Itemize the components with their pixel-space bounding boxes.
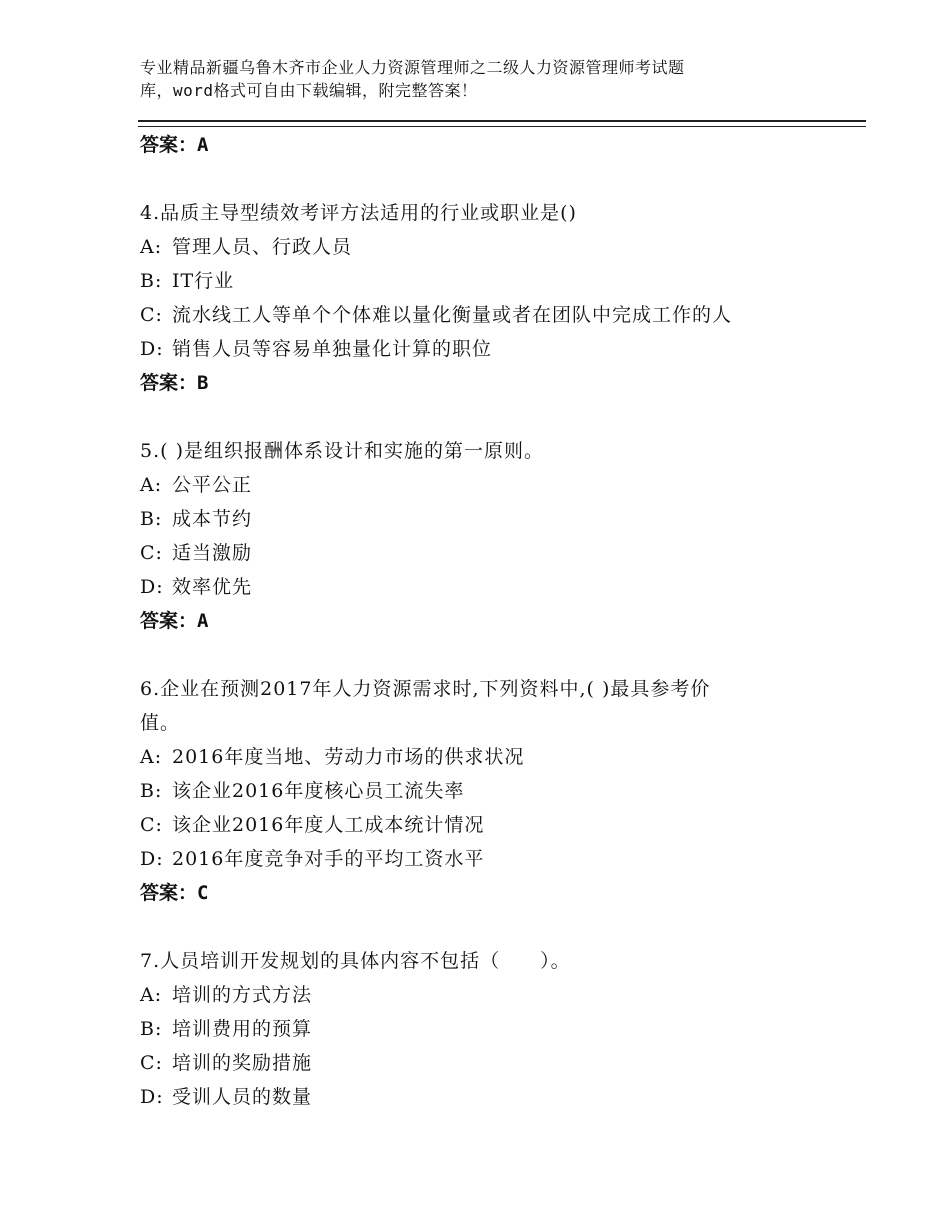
option-text: 培训费用的预算 xyxy=(172,1018,313,1040)
option-letter: D: xyxy=(140,338,164,360)
option-text: 销售人员等容易单独量化计算的职位 xyxy=(172,338,493,360)
option-letter: C: xyxy=(140,1052,163,1074)
question-block xyxy=(140,434,840,638)
question-list xyxy=(140,128,840,1114)
option-letter: A: xyxy=(140,474,163,496)
answer-value: B xyxy=(197,372,209,394)
document-header xyxy=(140,56,840,102)
question-block xyxy=(140,944,840,1114)
option-d xyxy=(140,332,840,366)
answer-label: 答案： xyxy=(140,134,198,156)
option-text: 培训的奖励措施 xyxy=(172,1052,313,1074)
option-text: 2016年度当地、劳动力市场的供求状况 xyxy=(172,746,525,768)
option-text: 适当激励 xyxy=(172,542,253,564)
option-d xyxy=(140,1080,840,1114)
answer-value: A xyxy=(197,610,209,632)
answer-label: 答案： xyxy=(140,610,198,632)
option-text: IT行业 xyxy=(172,270,235,292)
option-letter: A: xyxy=(140,984,163,1006)
option-letter: C: xyxy=(140,814,163,836)
question-stem: 4.品质主导型绩效考评方法适用的行业或职业是() xyxy=(140,202,577,224)
option-letter: D: xyxy=(140,848,164,870)
answer-value: A xyxy=(197,134,209,156)
option-text: 管理人员、行政人员 xyxy=(172,236,353,258)
answer-label: 答案： xyxy=(140,882,198,904)
option-letter: A: xyxy=(140,236,163,258)
question-stem-line-2: 值。 xyxy=(140,712,181,734)
option-text: 效率优先 xyxy=(172,576,253,598)
option-a xyxy=(140,740,840,774)
option-c xyxy=(140,536,840,570)
header-title-line-1: 专业精品新疆乌鲁木齐市企业人力资源管理师之二级人力资源管理师考试题 xyxy=(140,58,685,77)
option-d xyxy=(140,570,840,604)
option-letter: A: xyxy=(140,746,163,768)
header-title-line-2: 库，word格式可自由下载编辑，附完整答案！ xyxy=(140,81,478,100)
option-c xyxy=(140,1046,840,1080)
option-text: 2016年度竞争对手的平均工资水平 xyxy=(172,848,485,870)
question-block xyxy=(140,672,840,910)
option-letter: B: xyxy=(140,270,163,292)
option-text: 公平公正 xyxy=(172,474,253,496)
question-stem: 7.人员培训开发规划的具体内容不包括（ ）。 xyxy=(140,950,571,972)
question-stem-line-1: 6.企业在预测2017年人力资源需求时,下列资料中,( )最具参考价 xyxy=(140,678,711,700)
option-letter: D: xyxy=(140,576,164,598)
option-b xyxy=(140,264,840,298)
question-stem: 5.( )是组织报酬体系设计和实施的第一原则。 xyxy=(140,440,544,462)
option-a xyxy=(140,230,840,264)
option-letter: C: xyxy=(140,304,163,326)
answer-value: C xyxy=(197,882,209,904)
option-text: 该企业2016年度核心员工流失率 xyxy=(172,780,465,802)
option-text: 该企业2016年度人工成本统计情况 xyxy=(172,814,485,836)
option-text: 受训人员的数量 xyxy=(172,1086,313,1108)
option-b xyxy=(140,502,840,536)
answer-line xyxy=(140,366,840,400)
option-d xyxy=(140,842,840,876)
option-letter: B: xyxy=(140,780,163,802)
answer-line xyxy=(140,604,840,638)
option-letter: B: xyxy=(140,508,163,530)
option-letter: B: xyxy=(140,1018,163,1040)
option-a xyxy=(140,468,840,502)
option-b xyxy=(140,1012,840,1046)
option-text: 培训的方式方法 xyxy=(172,984,313,1006)
option-b xyxy=(140,774,840,808)
option-letter: D: xyxy=(140,1086,164,1108)
option-c xyxy=(140,298,840,332)
answer-line xyxy=(140,128,840,162)
question-block xyxy=(140,196,840,400)
option-letter: C: xyxy=(140,542,163,564)
answer-label: 答案： xyxy=(140,372,198,394)
option-c xyxy=(140,808,840,842)
answer-line xyxy=(140,876,840,910)
option-a xyxy=(140,978,840,1012)
header-divider xyxy=(138,120,866,127)
option-text: 流水线工人等单个个体难以量化衡量或者在团队中完成工作的人 xyxy=(172,304,733,326)
option-text: 成本节约 xyxy=(172,508,253,530)
